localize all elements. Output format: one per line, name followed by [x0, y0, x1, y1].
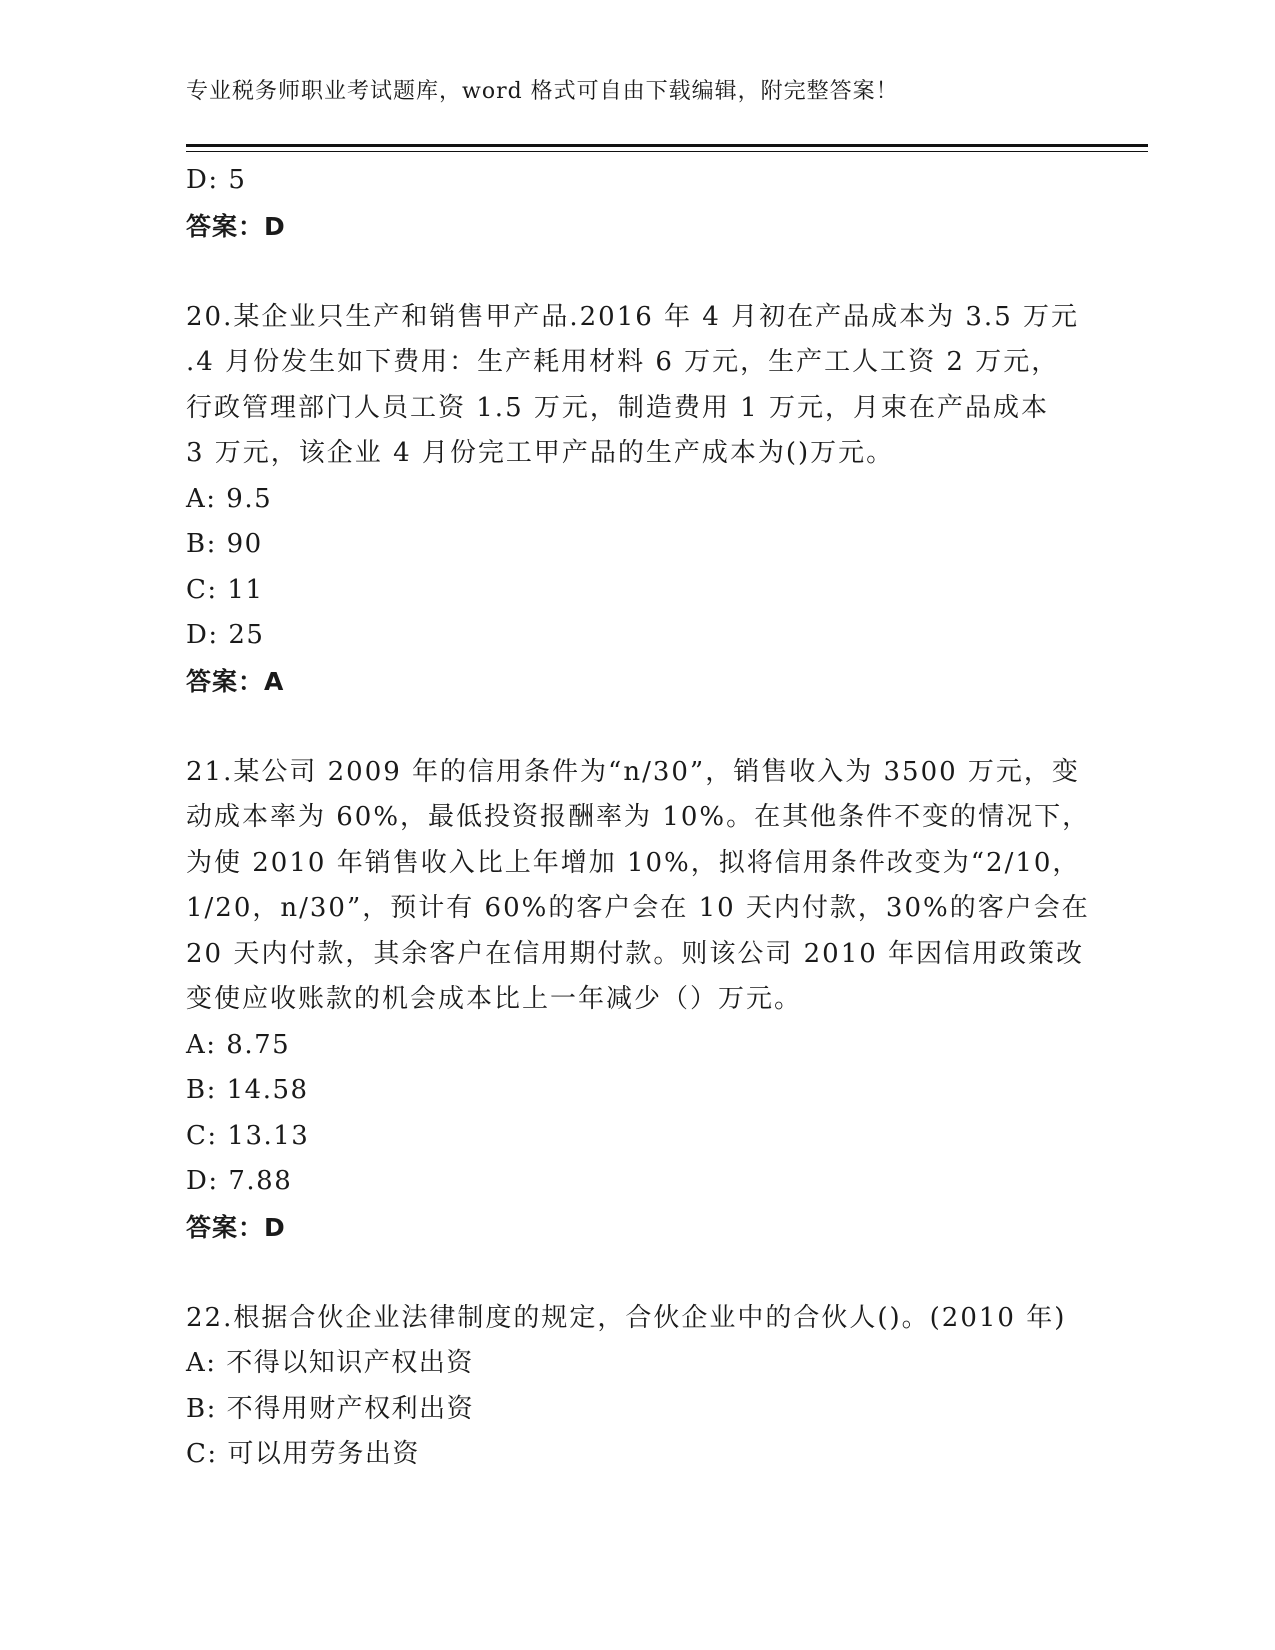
question-21-line: 21.某公司 2009 年的信用条件为“n/30”，销售收入为 3500 万元，变 — [186, 756, 1080, 787]
question-21-line: 1/20，n/30”，预计有 60%的客户会在 10 天内付款，30%的客户会在 — [186, 893, 1090, 923]
question-22-option-c: C: 可以用劳务出资 — [186, 1439, 420, 1469]
question-21-option-b: B: 14.58 — [186, 1075, 309, 1105]
question-21-answer: 答案：D — [186, 1212, 286, 1242]
question-22-option-b: B: 不得用财产权利出资 — [186, 1393, 475, 1424]
question-21-line: 动成本率为 60%，最低投资报酬率为 10%。在其他条件不变的情况下， — [186, 802, 1091, 832]
question-20-option-b: B: 90 — [186, 529, 263, 559]
question-21-line: 变使应收账款的机会成本比上一年减少（）万元。 — [186, 984, 803, 1014]
header-rule-thin — [186, 151, 1148, 152]
page-header: 专业税务师职业考试题库，word 格式可自由下载编辑，附完整答案！ — [186, 79, 899, 104]
question-22-line: 22.根据合伙企业法律制度的规定，合伙企业中的合伙人()。(2010 年) — [186, 1302, 1067, 1333]
question-22-option-a: A: 不得以知识产权出资 — [186, 1348, 474, 1378]
question-21-option-a: A: 8.75 — [186, 1029, 291, 1060]
question-20-answer: 答案：A — [186, 666, 285, 696]
spacer — [186, 1250, 1086, 1296]
question-20-line: .4 月份发生如下费用：生产耗用材料 6 万元，生产工人工资 2 万元， — [186, 347, 1060, 377]
spacer — [186, 249, 1086, 295]
prev-option-d: D: 5 — [186, 165, 247, 195]
question-21-option-d: D: 7.88 — [186, 1166, 293, 1196]
question-20-option-d: D: 25 — [186, 620, 265, 650]
question-20-option-a: A: 9.5 — [186, 483, 273, 514]
question-21-option-c: C: 13.13 — [186, 1120, 310, 1151]
spacer — [186, 704, 1086, 750]
question-20 — [186, 295, 1086, 477]
question-21-line: 20 天内付款，其余客户在信用期付款。则该公司 2010 年因信用政策改 — [186, 938, 1085, 969]
question-20-line: 行政管理部门人员工资 1.5 万元，制造费用 1 万元，月束在产品成本 — [186, 392, 1049, 423]
header-rule-thick — [186, 144, 1148, 147]
question-20-line: 20.某企业只生产和销售甲产品.2016 年 4 月初在产品成本为 3.5 万元 — [186, 301, 1079, 332]
question-20-line: 3 万元，该企业 4 月份完工甲产品的生产成本为()万元。 — [186, 438, 895, 468]
question-21-line: 为使 2010 年销售收入比上年增加 10%，拟将信用条件改变为“2/10， — [186, 847, 1081, 878]
document-content — [186, 158, 1091, 1478]
question-22 — [186, 1296, 1086, 1342]
question-20-option-c: C: 11 — [186, 574, 264, 605]
question-21 — [186, 750, 1091, 1023]
prev-answer: 答案：D — [186, 211, 286, 241]
